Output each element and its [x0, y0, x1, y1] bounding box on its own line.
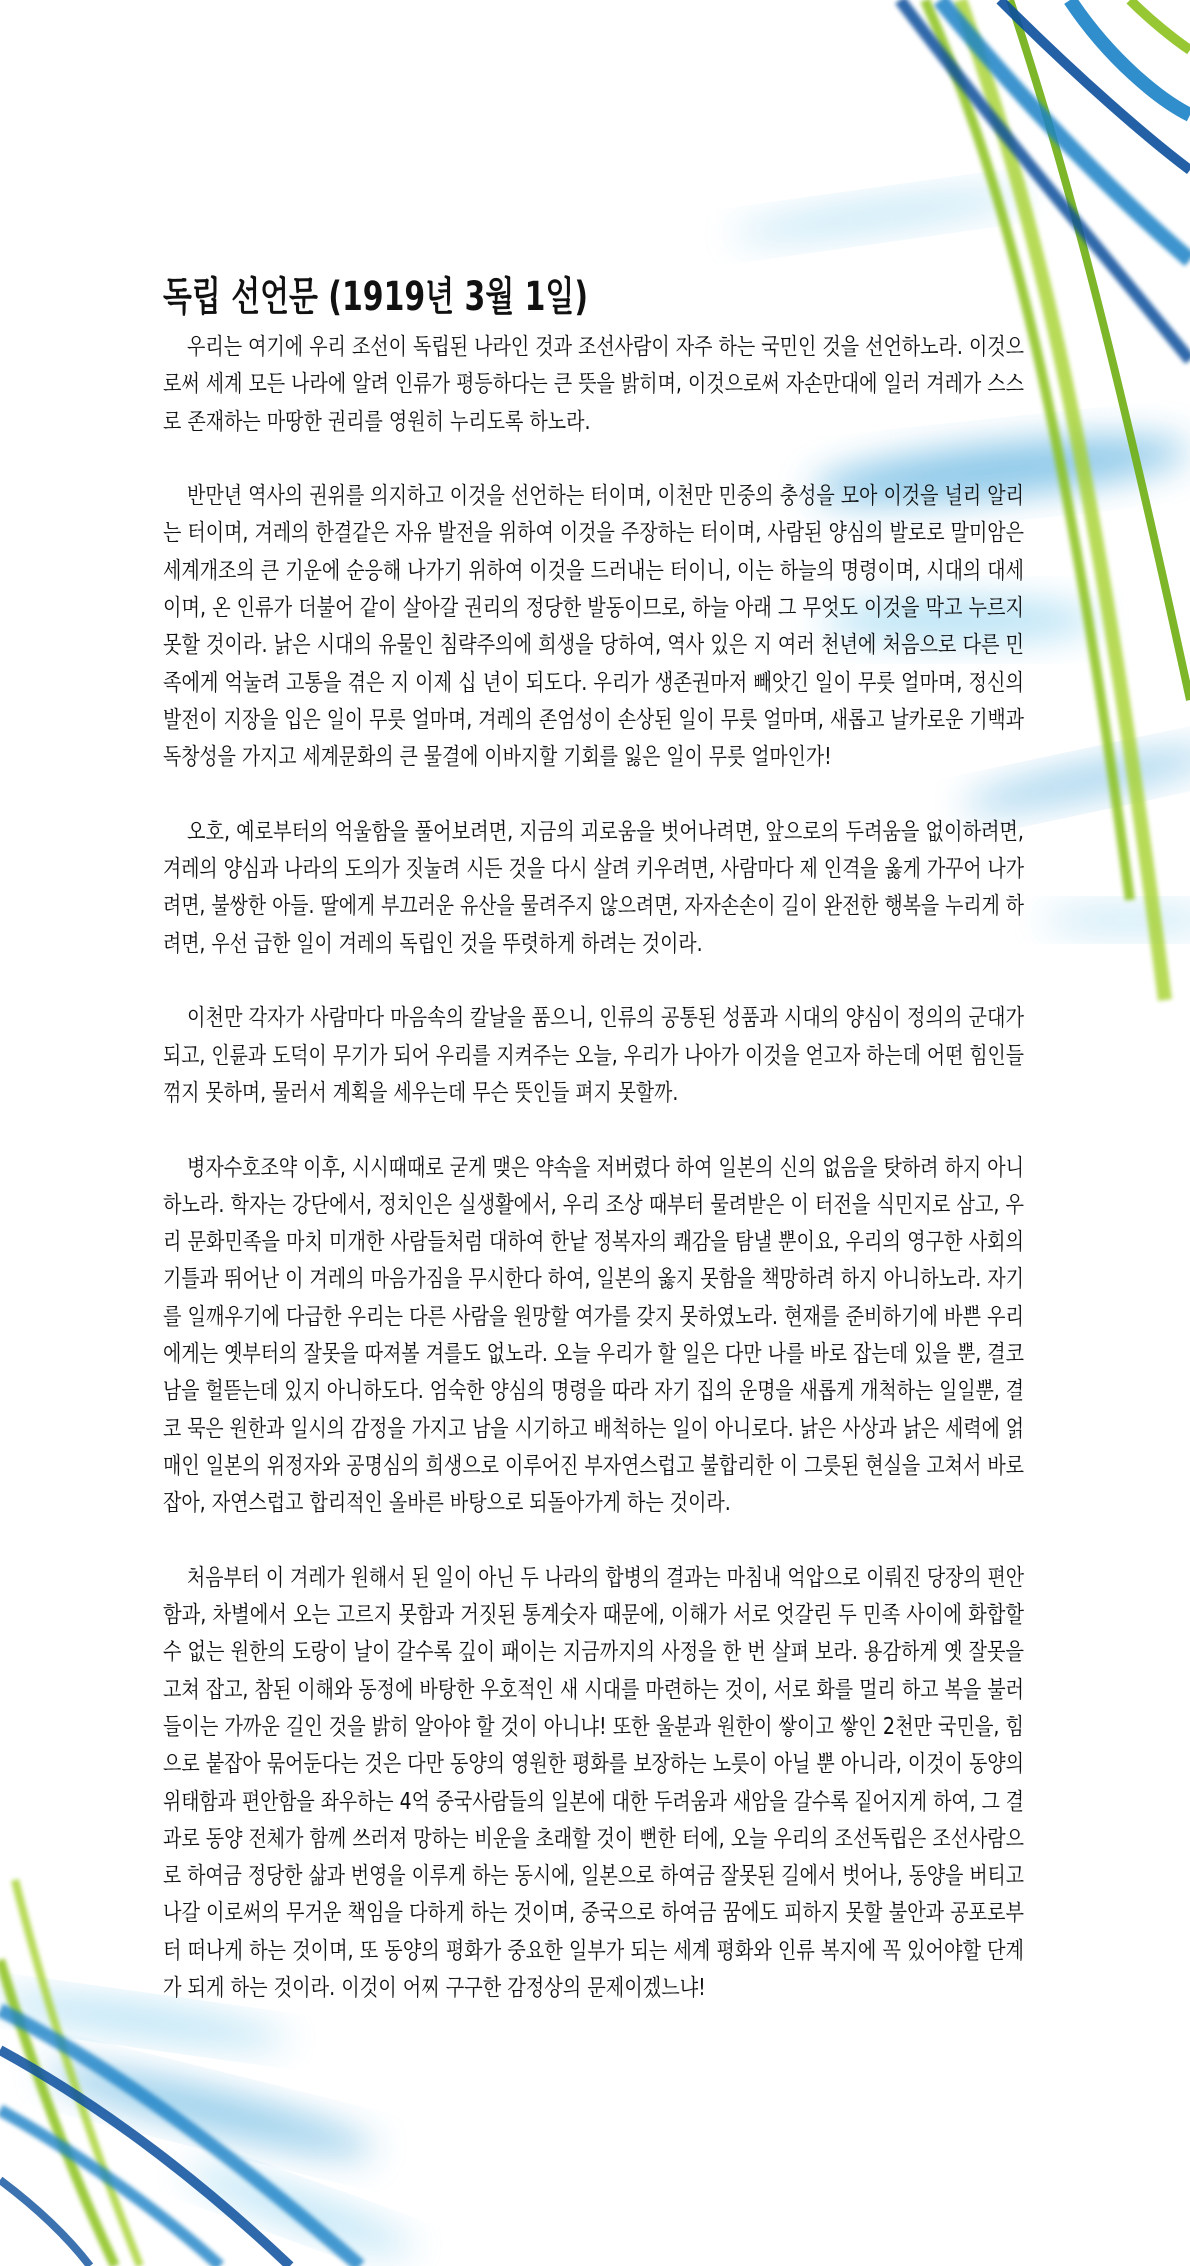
text-line: [163, 1224, 1024, 1261]
text-line: [163, 1895, 1024, 1932]
text-line: [163, 1299, 1024, 1336]
text-line: [163, 1858, 1024, 1895]
text-line-content: 나갈 이로써의 무거운 책임을 다하게 하는 것이며, 중국으로 하여금 꿈에도 피하지 못할 불안과 공포로부: [163, 1900, 1024, 1927]
text-line: [163, 404, 1024, 441]
text-line: [163, 739, 1024, 776]
text-line-content: 겨레의 양심과 나라의 도의가 짓눌려 시든 것을 다시 살려 키우려면, 사람마다 제 인격을 옳게 가꾸어 나가: [163, 856, 1024, 883]
text-line: [163, 702, 1024, 739]
text-line: [163, 366, 1024, 403]
text-line: [163, 851, 1024, 888]
text-line: [163, 1821, 1024, 1858]
text-line: [163, 1634, 1024, 1671]
text-line-content: 들이는 가까운 길인 것을 밝히 알아야 할 것이 아니냐! 또한 울분과 원한이 쌓이고 쌓인 2천만 국민을, 힘: [163, 1713, 1024, 1740]
text-line: [163, 627, 1024, 664]
paragraph-3: [163, 814, 1024, 963]
text-line-content: 반만년 역사의 권위를 의지하고 이것을 선언하는 터이며, 이천만 민중의 충성을 모아 이것을 널리 알리: [187, 483, 1024, 510]
text-line: [163, 1000, 1024, 1037]
text-line-content: 로써 세계 모든 나라에 알려 인류가 평등하다는 큰 뜻을 밝히며, 이것으로써 자손만대에 일러 겨레가 스스: [163, 371, 1024, 398]
text-line-content: 코 묵은 원한과 일시의 감정을 가지고 남을 시기하고 배척하는 일이 아니로다. 낡은 사상과 낡은 세력에 얽: [163, 1415, 1024, 1442]
text-line: [163, 1933, 1024, 1970]
declaration-body: [163, 329, 1024, 2007]
paragraph-1: [163, 329, 1024, 441]
text-line-content: 오호, 예로부터의 억울함을 풀어보려면, 지금의 괴로움을 벗어나려면, 앞으로의 두려움을 없이하려면,: [187, 818, 1024, 845]
text-line: [163, 888, 1024, 925]
text-line: [163, 1672, 1024, 1709]
text-line: [163, 590, 1024, 627]
text-line: [163, 1150, 1024, 1187]
text-line-content: 족에게 억눌려 고통을 겪은 지 이제 십 년이 되도다. 우리가 생존권마저 빼앗긴 일이 무릇 얼마며, 정신의: [163, 669, 1024, 696]
text-line-content: 꺾지 못하며, 물러서 계획을 세우는데 무슨 뜻인들 펴지 못할까.: [163, 1079, 679, 1106]
text-line-content: 에게는 옛부터의 잘못을 따져볼 겨를도 없노라. 오늘 우리가 할 일은 다만 나를 바로 잡는데 있을 뿐, 결코: [163, 1341, 1024, 1368]
text-line: [163, 1709, 1024, 1746]
text-line: [163, 1448, 1024, 1485]
text-line: [163, 1187, 1024, 1224]
text-line-content: 매인 일본의 위정자와 공명심의 희생으로 이루어진 부자연스럽고 불합리한 이 그릇된 현실을 고쳐서 바로: [163, 1452, 1024, 1479]
text-line-content: 를 일깨우기에 다급한 우리는 다른 사람을 원망할 여가를 갖지 못하였노라. 현재를 준비하기에 바쁜 우리: [163, 1303, 1024, 1330]
text-line-content: 함과, 차별에서 오는 고르지 못함과 거짓된 통계숫자 때문에, 이해가 서로 엇갈린 두 민족 사이에 화합할: [163, 1602, 1024, 1629]
text-line: [163, 1597, 1024, 1634]
text-line: [163, 553, 1024, 590]
text-line: [163, 926, 1024, 963]
text-line-content: 과로 동양 전체가 함께 쓰러져 망하는 비운을 초래할 것이 뻔한 터에, 오늘 우리의 조선독립은 조선사람으: [163, 1825, 1024, 1852]
text-line-content: 으로 붙잡아 묶어둔다는 것은 다만 동양의 영원한 평화를 보장하는 노릇이 아닐 뿐 아니라, 이것이 동양의: [163, 1751, 1024, 1778]
text-line: [163, 1336, 1024, 1373]
text-line: [163, 1261, 1024, 1298]
text-line-content: 되고, 인륜과 도덕이 무기가 되어 우리를 지켜주는 오늘, 우리가 나아가 이것을 얻고자 하는데 어떤 힘인들: [163, 1042, 1024, 1069]
text-line-content: 위태함과 편안함을 좌우하는 4억 중국사람들의 일본에 대한 두려움과 새암을 갈수록 짙어지게 하여, 그 결: [163, 1788, 1024, 1815]
text-line-content: 남을 헐뜯는데 있지 아니하도다. 엄숙한 양심의 명령을 따라 자기 집의 운명을 새롭게 개척하는 일일뿐, 결: [163, 1378, 1024, 1405]
text-line-content: 려면, 불쌍한 아들. 딸에게 부끄러운 유산을 물려주지 않으려면, 자자손손이 길이 완전한 행복을 누리게 하: [163, 893, 1024, 920]
text-line: [163, 1038, 1024, 1075]
text-line: [163, 665, 1024, 702]
text-line: [163, 1373, 1024, 1410]
text-line-content: 기틀과 뛰어난 이 겨레의 마음가짐을 무시한다 하여, 일본의 옳지 못함을 책망하려 하지 아니하노라. 자기: [163, 1266, 1024, 1293]
text-line-content: 가 되게 하는 것이라. 이것이 어찌 구구한 감정상의 문제이겠느냐!: [163, 1975, 706, 2002]
text-line-content: 세계개조의 큰 기운에 순응해 나가기 위하여 이것을 드러내는 터이니, 이는 하늘의 명령이며, 시대의 대세: [163, 557, 1024, 584]
page-title: 독립 선언문 (1919년 3월 1일): [163, 273, 588, 320]
text-line-content: 병자수호조약 이후, 시시때때로 굳게 맺은 약속을 저버렸다 하여 일본의 신의 없음을 탓하려 하지 아니: [187, 1154, 1024, 1181]
text-line-content: 우리는 여기에 우리 조선이 독립된 나라인 것과 조선사람이 자주 하는 국민인 것을 선언하노라. 이것으: [187, 334, 1024, 360]
text-line: [163, 1075, 1024, 1112]
text-line-content: 처음부터 이 겨레가 원해서 된 일이 아닌 두 나라의 합병의 결과는 마침내 억압으로 이뤄진 당장의 편안: [187, 1564, 1024, 1591]
text-line-content: 려면, 우선 급한 일이 겨레의 독립인 것을 뚜렷하게 하려는 것이라.: [163, 930, 703, 957]
text-line-content: 터 떠나게 하는 것이며, 또 동양의 평화가 중요한 일부가 되는 세계 평화와 인류 복지에 꼭 있어야할 단계: [163, 1937, 1024, 1964]
text-line-content: 못할 것이라. 낡은 시대의 유물인 침략주의에 희생을 당하여, 역사 있은 지 여러 천년에 처음으로 다른 민: [163, 632, 1024, 659]
text-line: [163, 1746, 1024, 1783]
text-line-content: 잡아, 자연스럽고 합리적인 올바른 바탕으로 되돌아가게 하는 것이라.: [163, 1490, 731, 1517]
paragraph-4: [163, 1000, 1024, 1112]
text-line-content: 로 존재하는 마땅한 권리를 영원히 누리도록 하노라.: [163, 408, 591, 435]
text-line: [163, 329, 1024, 366]
text-line-content: 하노라. 학자는 강단에서, 정치인은 실생활에서, 우리 조상 때부터 물려받은 이 터전을 식민지로 삼고, 우: [163, 1191, 1024, 1218]
text-line: [163, 1970, 1024, 2007]
text-line: [163, 1485, 1024, 1522]
text-line-content: 는 터이며, 겨레의 한결같은 자유 발전을 위하여 이것을 주장하는 터이며, 사람된 양심의 발로로 말미암은: [163, 520, 1024, 547]
paragraph-2: [163, 478, 1024, 776]
paragraph-5: [163, 1150, 1024, 1523]
text-line-content: 수 없는 원한의 도랑이 날이 갈수록 깊이 패이는 지금까지의 사정을 한 번 살펴 보라. 용감하게 옛 잘못을: [163, 1639, 1024, 1666]
text-line-content: 발전이 지장을 입은 일이 무릇 얼마며, 겨레의 존엄성이 손상된 일이 무릇 얼마며, 새롭고 날카로운 기백과: [163, 706, 1024, 733]
text-line: [163, 1784, 1024, 1821]
text-line-content: 독창성을 가지고 세계문화의 큰 물결에 이바지할 기회를 잃은 일이 무릇 얼마인가!: [163, 744, 832, 771]
text-line-content: 이천만 각자가 사람마다 마음속의 칼날을 품으니, 인류의 공통된 성품과 시대의 양심이 정의의 군대가: [187, 1005, 1024, 1032]
text-line: [163, 478, 1024, 515]
text-line-content: 로 하여금 정당한 삶과 번영을 이루게 하는 동시에, 일본으로 하여금 잘못된 길에서 벗어나, 동양을 버티고: [163, 1863, 1024, 1890]
text-line: [163, 1560, 1024, 1597]
text-line-content: 고쳐 잡고, 참된 이해와 동정에 바탕한 우호적인 새 시대를 마련하는 것이, 서로 화를 멀리 하고 복을 불러: [163, 1676, 1024, 1703]
text-line-content: 이며, 온 인류가 더불어 같이 살아갈 권리의 정당한 발동이므로, 하늘 아래 그 무엇도 이것을 막고 누르지: [163, 595, 1024, 622]
text-line: [163, 515, 1024, 552]
paragraph-6: [163, 1560, 1024, 2008]
text-line: [163, 814, 1024, 851]
text-line-content: 리 문화민족을 마치 미개한 사람들처럼 대하여 한낱 정복자의 쾌감을 탐낼 뿐이요, 우리의 영구한 사회의: [163, 1229, 1024, 1256]
text-line: [163, 1411, 1024, 1448]
